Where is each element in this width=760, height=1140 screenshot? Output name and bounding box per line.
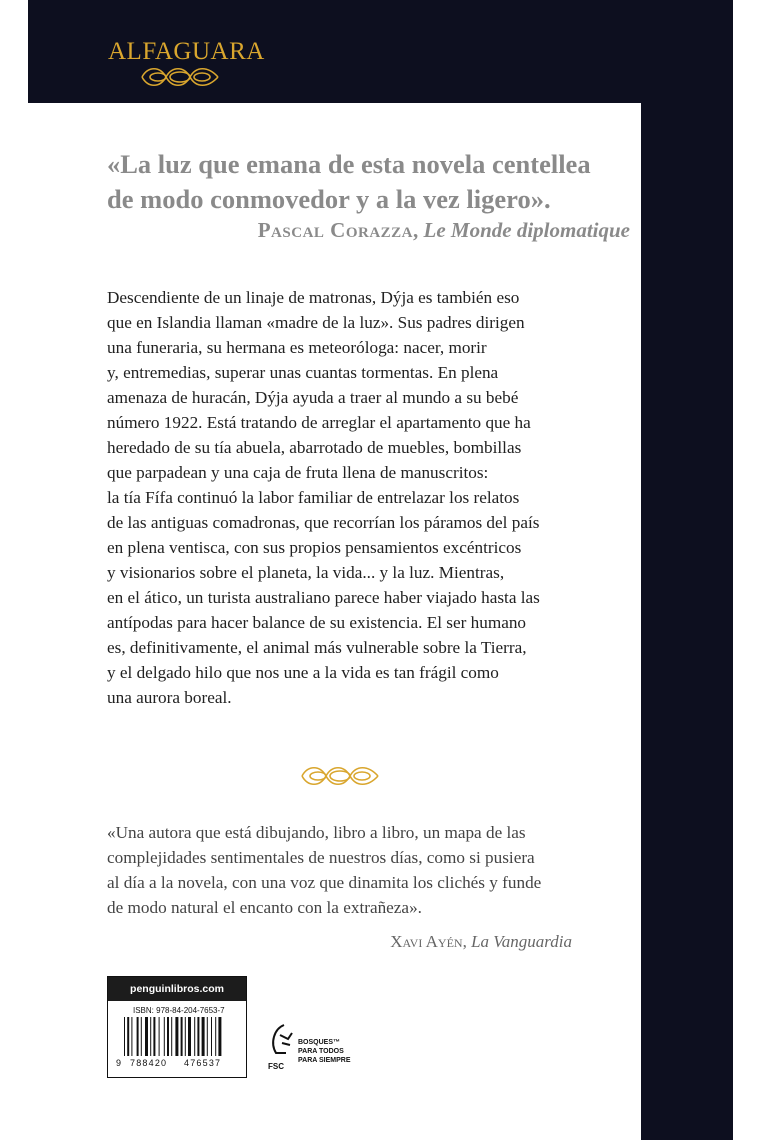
synopsis-line: una funeraria, su hermana es meteoróloga: nacer, morir	[107, 338, 487, 357]
review-author: Xavi Ayén	[390, 932, 463, 951]
fsc-label: FSC	[268, 1062, 284, 1071]
left-margin	[0, 0, 28, 1140]
publisher-website: penguinlibros.com	[108, 977, 246, 1001]
barcode-bar	[175, 1017, 178, 1056]
barcode-digits-group2: 476537	[184, 1058, 222, 1067]
synopsis-line: que en Islandia llaman «madre de la luz». Sus padres dirigen	[107, 313, 525, 332]
barcode-bar	[153, 1017, 155, 1056]
review-line: complejidades sentimentales de nuestros días, como si pusiera	[107, 848, 535, 867]
quote-line: de modo conmovedor y a la vez ligero».	[107, 184, 551, 214]
fsc-slogan-line: PARA TODOS	[298, 1048, 344, 1055]
right-dark-band	[641, 0, 733, 1140]
synopsis-line: y visionarios sobre el planeta, la vida... y la luz. Mientras,	[107, 563, 505, 582]
synopsis-line: y el delgado hilo que nos une a la vida es tan frágil como	[107, 663, 499, 682]
quote-line: «La luz que emana de esta novela centellea	[107, 149, 591, 179]
synopsis-line: número 1922. Está tratando de arreglar el apartamento que ha	[107, 413, 531, 432]
review-line: de modo natural el encanto con la extrañeza».	[107, 898, 422, 917]
barcode-bar	[137, 1017, 139, 1056]
synopsis-line: en plena ventisca, con sus propios pensamientos excéntricos	[107, 538, 522, 557]
barcode-bar	[145, 1017, 148, 1056]
synopsis-line: una aurora boreal.	[107, 688, 232, 707]
synopsis-line: antípodas para hacer balance de su existencia. El ser humano	[107, 613, 527, 632]
barcode-bar	[124, 1017, 125, 1056]
synopsis-line: y, entremedias, superar unas cuantas tormentas. En plena	[107, 363, 499, 382]
synopsis-line: que parpadean y una caja de fruta llena de manuscritos:	[107, 463, 489, 482]
quote-source: Le Monde diplomatique	[423, 218, 630, 242]
barcode-bar	[215, 1017, 216, 1056]
barcode-bar	[197, 1017, 199, 1056]
barcode-bar	[159, 1017, 160, 1056]
barcode-bar	[218, 1017, 221, 1056]
barcode-bar	[167, 1017, 169, 1056]
barcode-label	[107, 976, 247, 1078]
synopsis-line: de las antiguas comadronas, que recorrían los páramos del país	[107, 513, 540, 532]
barcode-bar	[141, 1017, 142, 1056]
review-attribution: Xavi Ayén, La Vanguardia	[390, 932, 572, 951]
publisher-logo-text: ALFAGUARA	[108, 38, 265, 65]
fsc-slogan-line: PARA SIEMPRE	[298, 1057, 351, 1064]
barcode-bar	[202, 1017, 205, 1056]
isbn-text: ISBN: 978-84-204-7653-7	[133, 1006, 225, 1015]
synopsis-line: heredado de su tía abuela, abarrotado de muebles, bombillas	[107, 438, 522, 457]
quote-attribution: Pascal Corazza, Le Monde diplomatique	[257, 218, 630, 242]
barcode-bar	[131, 1017, 132, 1056]
quote-author: Pascal Corazza	[257, 218, 413, 242]
review-quote	[107, 820, 637, 920]
barcode-bar	[188, 1017, 191, 1056]
featured-quote	[107, 147, 627, 217]
barcode-bar	[181, 1017, 183, 1056]
publisher-flourish-icon	[138, 64, 222, 90]
review-line: al día a la novela, con una voz que dinamita los clichés y funde	[107, 873, 542, 892]
barcode-bar	[194, 1017, 195, 1056]
barcode-bar	[211, 1017, 212, 1056]
barcode-bar	[164, 1017, 165, 1056]
review-source: La Vanguardia	[471, 932, 572, 951]
fsc-slogan	[298, 1038, 351, 1065]
synopsis-line: Descendiente de un linaje de matronas, Dýja es también eso	[107, 288, 520, 307]
barcode-bar	[185, 1017, 186, 1056]
barcode-digits-group1: 788420	[130, 1058, 168, 1067]
review-line: «Una autora que está dibujando, libro a libro, un mapa de las	[107, 823, 526, 842]
barcode-bar	[150, 1017, 151, 1056]
barcode-bar	[171, 1017, 172, 1056]
barcode-bar	[207, 1017, 208, 1056]
barcode	[116, 1017, 240, 1067]
barcode-digit-left: 9	[116, 1058, 122, 1067]
synopsis-line: es, definitivamente, el animal más vulnerable sobre la Tierra,	[107, 638, 527, 657]
fsc-slogan-line: BOSQUES™	[298, 1039, 341, 1046]
synopsis-line: la tía Fífa continuó la labor familiar de entrelazar los relatos	[107, 488, 520, 507]
synopsis	[107, 285, 637, 710]
synopsis-line: en el ático, un turista australiano parece haber viajado hasta las	[107, 588, 540, 607]
barcode-bar	[127, 1017, 129, 1056]
ornament-flourish-icon	[298, 762, 382, 790]
synopsis-line: amenaza de huracán, Dýja ayuda a traer al mundo a su bebé	[107, 388, 519, 407]
